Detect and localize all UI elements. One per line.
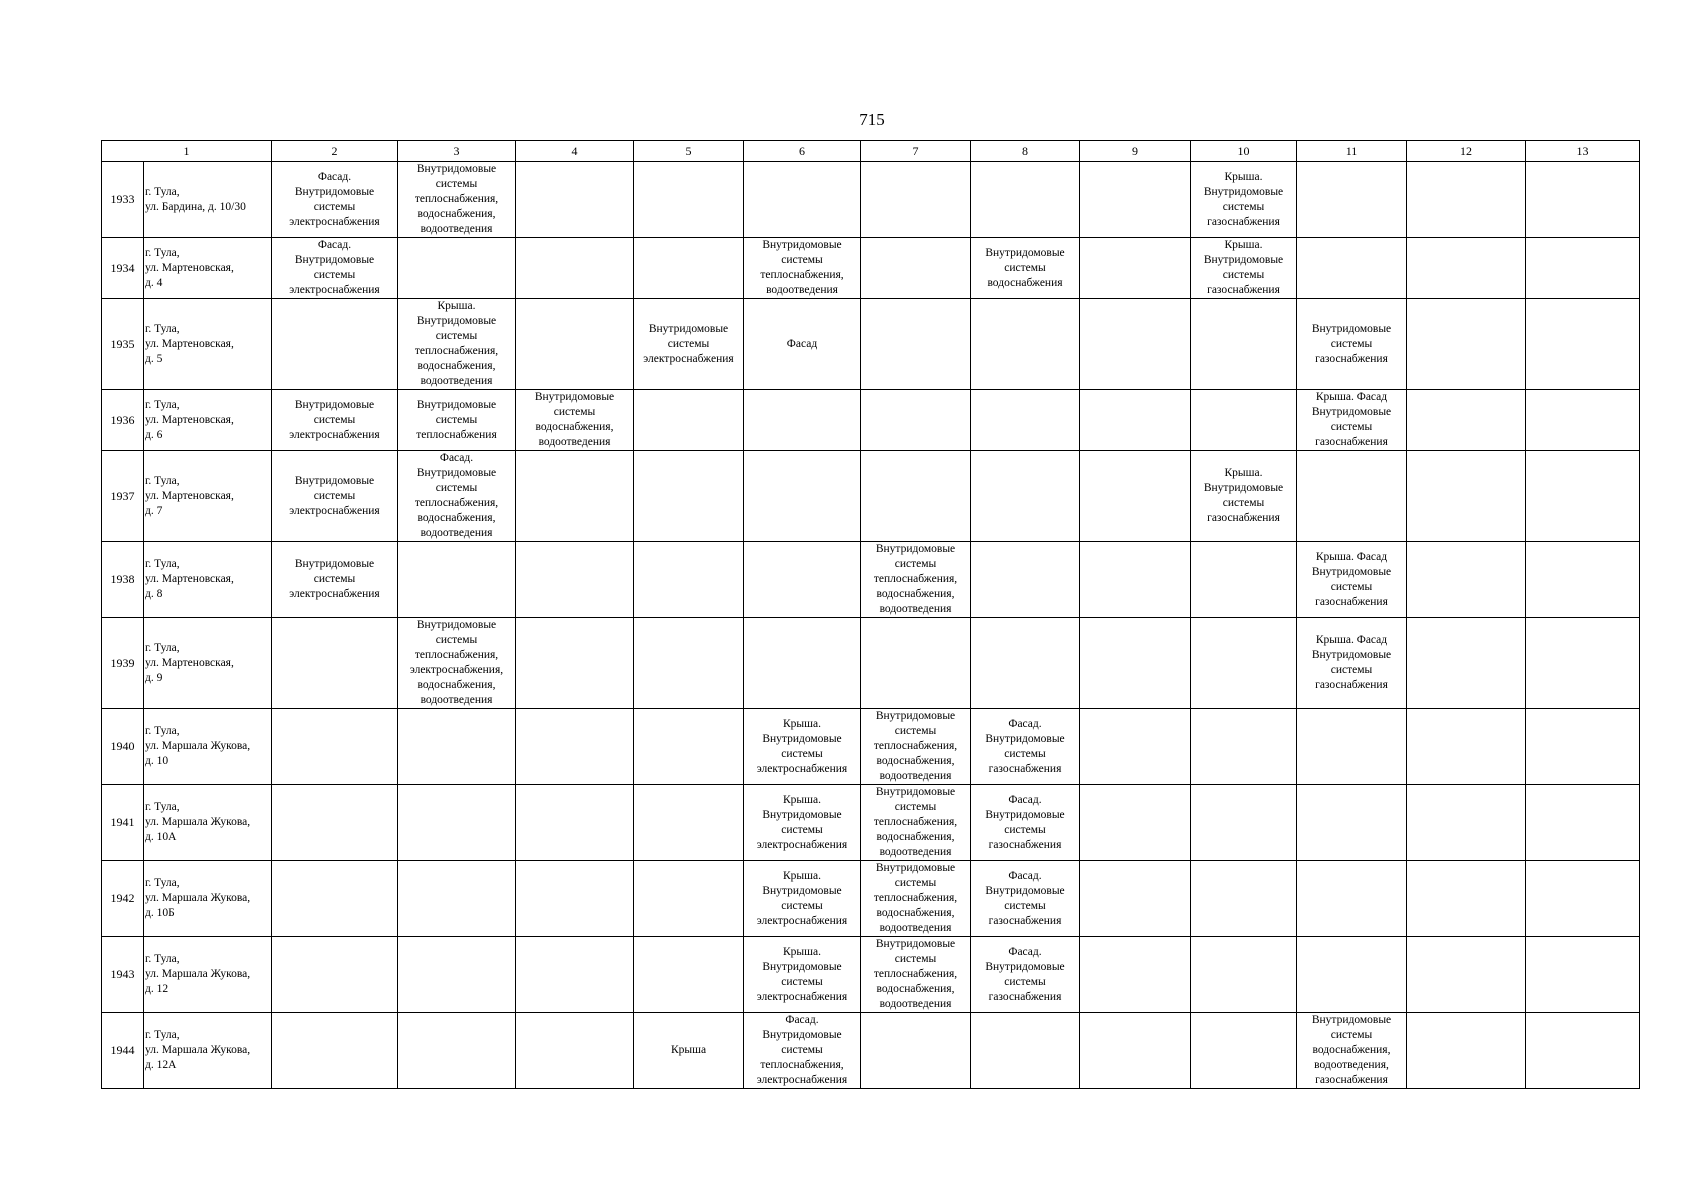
work-cell [1407,1013,1526,1089]
work-cell [744,542,861,618]
work-cell: Фасад [744,299,861,390]
table-row [102,542,1640,618]
work-cell [1526,542,1640,618]
row-number: 1939 [102,618,144,709]
row-number: 1940 [102,709,144,785]
work-cell [1080,162,1191,238]
work-cell [272,1013,398,1089]
work-cell [634,238,744,299]
header-cell: 11 [1297,141,1407,162]
work-cell: Крыша. Внутридомовые системы теплоснабжения, водоснабжения, водоотведения [398,299,516,390]
work-cell [516,861,634,937]
work-cell [971,390,1080,451]
header-cell: 12 [1407,141,1526,162]
work-cell [1191,390,1297,451]
work-cell: Крыша. Фасад Внутридомовые системы газоснабжения [1297,542,1407,618]
row-number: 1943 [102,937,144,1013]
work-cell [1526,451,1640,542]
work-cell [516,299,634,390]
work-cell [1080,937,1191,1013]
work-cell [634,542,744,618]
work-cell: Внутридомовые системы теплоснабжения, электроснабжения, водоснабжения, водоотведения [398,618,516,709]
work-cell [971,162,1080,238]
work-cell: Внутридомовые системы электроснабжения [272,390,398,451]
work-cell: Внутридомовые системы водоснабжения, водоотведения, газоснабжения [1297,1013,1407,1089]
work-cell [1407,390,1526,451]
work-cell: Фасад. Внутридомовые системы электроснабжения [272,238,398,299]
work-cell [398,1013,516,1089]
row-number: 1937 [102,451,144,542]
work-cell [516,542,634,618]
work-cell [744,390,861,451]
work-cell: Внутридомовые системы теплоснабжения [398,390,516,451]
table-row [102,861,1640,937]
address-cell: г. Тула, ул. Маршала Жукова, д. 10 [144,709,272,785]
work-cell [1526,390,1640,451]
work-cell [1191,709,1297,785]
work-cell: Внутридомовые системы электроснабжения [634,299,744,390]
work-cell [1407,937,1526,1013]
address-cell: г. Тула, ул. Маршала Жукова, д. 10А [144,785,272,861]
row-number: 1935 [102,299,144,390]
work-cell [272,937,398,1013]
work-cell: Внутридомовые системы теплоснабжения, водоснабжения, водоотведения [861,542,971,618]
work-cell [634,451,744,542]
work-cell [516,785,634,861]
address-cell: г. Тула, ул. Маршала Жукова, д. 12А [144,1013,272,1089]
work-cell [744,162,861,238]
work-cell [1407,451,1526,542]
work-cell [1191,299,1297,390]
work-cell [1297,162,1407,238]
table-row [102,238,1640,299]
page-number: 715 [859,110,885,129]
work-cell: Фасад. Внутридомовые системы газоснабжения [971,937,1080,1013]
table-row [102,390,1640,451]
header-cell: 7 [861,141,971,162]
table-row [102,937,1640,1013]
work-cell: Фасад. Внутридомовые системы теплоснабжения, электроснабжения [744,1013,861,1089]
work-cell [861,299,971,390]
work-cell [1191,618,1297,709]
work-cell: Фасад. Внутридомовые системы газоснабжения [971,785,1080,861]
work-cell: Внутридомовые системы теплоснабжения, водоснабжения, водоотведения [861,861,971,937]
work-cell: Фасад. Внутридомовые системы электроснабжения [272,162,398,238]
work-cell [971,618,1080,709]
work-cell [1080,299,1191,390]
work-cell: Крыша. Внутридомовые системы газоснабжения [1191,162,1297,238]
work-cell [861,390,971,451]
work-cell [1191,542,1297,618]
work-cell [1526,618,1640,709]
work-cell [516,162,634,238]
header-cell: 4 [516,141,634,162]
work-cell: Фасад. Внутридомовые системы газоснабжения [971,861,1080,937]
table-row [102,451,1640,542]
address-cell: г. Тула, ул. Мартеновская, д. 8 [144,542,272,618]
work-cell [861,451,971,542]
work-cell [1297,937,1407,1013]
work-cell [1080,861,1191,937]
work-cell [1080,238,1191,299]
work-cell [1297,709,1407,785]
address-cell: г. Тула, ул. Мартеновская, д. 9 [144,618,272,709]
work-cell: Крыша. Внутридомовые системы электроснабжения [744,709,861,785]
work-cell [516,937,634,1013]
table-row [102,709,1640,785]
work-cell: Внутридомовые системы теплоснабжения, водоснабжения, водоотведения [861,785,971,861]
work-cell: Фасад. Внутридомовые системы газоснабжения [971,709,1080,785]
row-number: 1942 [102,861,144,937]
row-number: 1933 [102,162,144,238]
work-cell [861,162,971,238]
work-cell: Крыша. Внутридомовые системы электроснабжения [744,785,861,861]
work-cell [516,709,634,785]
work-cell [1407,709,1526,785]
work-cell [516,618,634,709]
address-cell: г. Тула, ул. Мартеновская, д. 7 [144,451,272,542]
header-cell: 5 [634,141,744,162]
header-cell: 1 [102,141,272,162]
work-cell: Крыша. Внутридомовые системы газоснабжения [1191,451,1297,542]
table-row [102,299,1640,390]
work-cell [634,861,744,937]
work-cell [1407,785,1526,861]
work-cell [1297,785,1407,861]
work-cell [398,709,516,785]
work-cell [1080,618,1191,709]
work-cell [744,451,861,542]
work-cell [1407,542,1526,618]
work-cell [1191,861,1297,937]
table-row [102,1013,1640,1089]
work-cell: Крыша. Внутридомовые системы электроснабжения [744,937,861,1013]
address-cell: г. Тула, ул. Бардина, д. 10/30 [144,162,272,238]
work-cell [634,709,744,785]
address-cell: г. Тула, ул. Мартеновская, д. 6 [144,390,272,451]
work-cell: Крыша. Фасад Внутридомовые системы газоснабжения [1297,390,1407,451]
work-cell [861,618,971,709]
work-cell: Внутридомовые системы газоснабжения [1297,299,1407,390]
work-cell [398,937,516,1013]
header-cell: 13 [1526,141,1640,162]
work-cell [1297,238,1407,299]
work-cell [272,709,398,785]
address-cell: г. Тула, ул. Мартеновская, д. 5 [144,299,272,390]
work-cell: Внутридомовые системы теплоснабжения, водоснабжения, водоотведения [398,162,516,238]
work-cell: Внутридомовые системы водоснабжения, водоотведения [516,390,634,451]
row-number: 1936 [102,390,144,451]
work-cell [516,1013,634,1089]
address-cell: г. Тула, ул. Мартеновская, д. 4 [144,238,272,299]
work-cell [861,1013,971,1089]
work-cell [1407,299,1526,390]
work-cell [1526,861,1640,937]
work-cell [1526,937,1640,1013]
table-body [102,162,1640,1089]
work-cell [1080,1013,1191,1089]
work-cell: Крыша. Внутридомовые системы газоснабжения [1191,238,1297,299]
address-cell: г. Тула, ул. Маршала Жукова, д. 12 [144,937,272,1013]
work-cell [1407,238,1526,299]
work-cell [1526,299,1640,390]
work-cell [1526,709,1640,785]
work-cell: Внутридомовые системы теплоснабжения, водоснабжения, водоотведения [861,937,971,1013]
work-cell [1191,1013,1297,1089]
work-cell: Крыша. Внутридомовые системы электроснабжения [744,861,861,937]
work-cell [744,618,861,709]
header-cell: 9 [1080,141,1191,162]
work-cell: Внутридомовые системы теплоснабжения, водоснабжения, водоотведения [861,709,971,785]
work-cell [634,390,744,451]
work-cell [634,162,744,238]
work-cell [1080,785,1191,861]
work-cell [971,451,1080,542]
work-cell [634,618,744,709]
work-cell [1080,390,1191,451]
work-cell [272,618,398,709]
work-cell [516,451,634,542]
row-number: 1934 [102,238,144,299]
work-cell: Крыша. Фасад Внутридомовые системы газоснабжения [1297,618,1407,709]
work-cell [1297,861,1407,937]
work-cell [1407,861,1526,937]
header-cell: 3 [398,141,516,162]
work-cell [398,542,516,618]
work-cell [1080,542,1191,618]
work-cell: Внутридомовые системы водоснабжения [971,238,1080,299]
header-row [102,141,1640,162]
work-cell [1080,709,1191,785]
work-cell [971,1013,1080,1089]
work-cell [398,785,516,861]
work-cell [1191,937,1297,1013]
table-row [102,785,1640,861]
work-cell [1407,162,1526,238]
work-cell [272,785,398,861]
work-cell [1526,162,1640,238]
header-cell: 6 [744,141,861,162]
work-cell [1526,238,1640,299]
work-cell: Внутридомовые системы электроснабжения [272,542,398,618]
row-number: 1941 [102,785,144,861]
work-cell [971,299,1080,390]
table-row [102,618,1640,709]
work-cell [861,238,971,299]
work-cell [634,937,744,1013]
row-number: 1938 [102,542,144,618]
work-cell [1407,618,1526,709]
work-cell [1526,1013,1640,1089]
work-cell: Фасад. Внутридомовые системы теплоснабжения, водоснабжения, водоотведения [398,451,516,542]
work-cell [398,238,516,299]
work-cell [272,299,398,390]
work-cell [516,238,634,299]
work-cell: Крыша [634,1013,744,1089]
work-cell [634,785,744,861]
work-cell [1297,451,1407,542]
work-cell [1080,451,1191,542]
work-cell: Внутридомовые системы теплоснабжения, водоотведения [744,238,861,299]
header-cell: 10 [1191,141,1297,162]
work-cell [1526,785,1640,861]
header-cell: 2 [272,141,398,162]
data-table [101,140,1640,1089]
work-cell [971,542,1080,618]
work-cell [272,861,398,937]
address-cell: г. Тула, ул. Маршала Жукова, д. 10Б [144,861,272,937]
work-cell [398,861,516,937]
header-cell: 8 [971,141,1080,162]
work-cell [1191,785,1297,861]
table-row [102,162,1640,238]
row-number: 1944 [102,1013,144,1089]
work-cell: Внутридомовые системы электроснабжения [272,451,398,542]
